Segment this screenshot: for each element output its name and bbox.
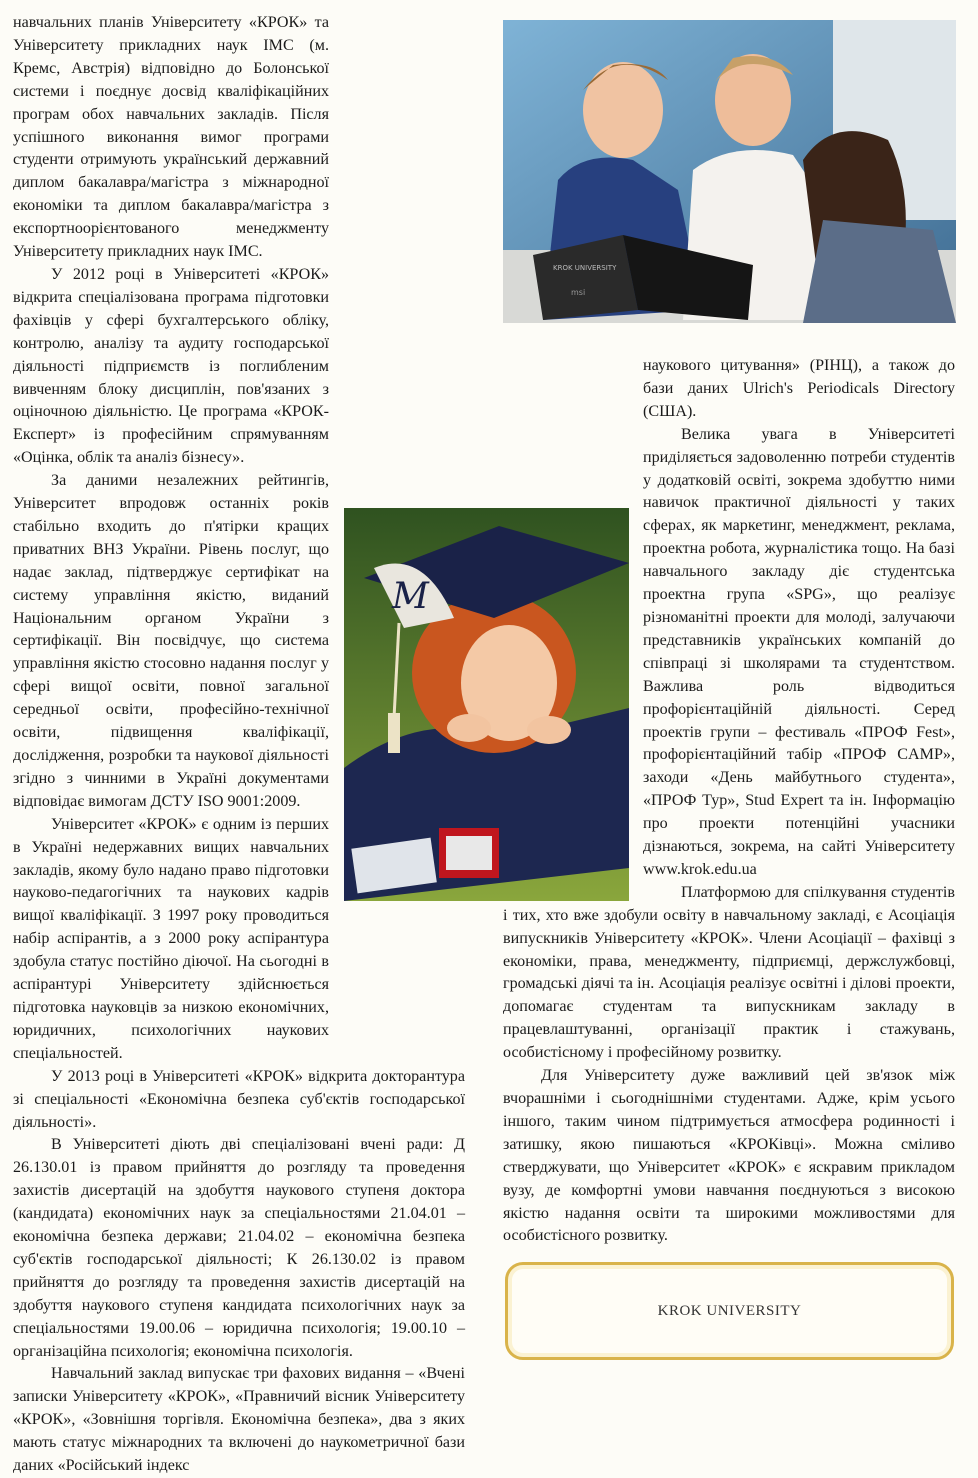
paragraph: Університет «КРОК» є одним із перших в Україні недержавних вищих навчальних закладів, якому було надано право підготовки науково-педагогічних та наукових кадрів вищої кваліфікації. З 1997 року проводиться набір аспірантів, а з 2000 року аспірантура здобула статус постійно діючої. На сьогодні в аспірантурі Університету здійснюється підготовка науковців за низкою економічних, юридичних, психологічних наукових спеціальностей. [13,815,329,1062]
students-laptop-photo [503,20,956,323]
photo-wrap-spacer [503,493,643,903]
paragraph: Для Університету дуже важливий цей зв'язок між вчорашніми і сьогоднішніми студентами. Адже, крім усього іншого, таким чином підтримується атмосфера родинності і затишку, якою пишаються «КРОКівці». Можна сміливо стверджувати, що Університет «КРОК» є яскравим прикладом вузу, де комфортні умови навчання поєднуються з високою якістю надання освіти та широкими можливостями для особистісного розвитку. [503,1067,955,1245]
left-text-column [13,12,465,1478]
laptop-model-text: msi [571,288,586,297]
paragraph: Велика увага в Університеті приділяється задоволенню потреби студентів у додатковій освіті, зокрема здобуттю ними навичок практичної діяльності у таких сферах, як маркетинг, менеджмент, реклама, проектна робота, журналістика тощо. На базі навчального закладу діє студентська проектна група «SPG», що реалізує різноманітні проекти для молоді, залучаючи представників українських компаній до співпраці зі школярами та студентством. Важлива роль відводиться профорієнтаційній діяльності. Серед проектів групи – фестиваль «ПРОФ Fest», профорієнтаційний табір «ПРОФ CAMP», заходи «День майбутнього студента», «ПРОФ Тур», Stud Expert та ін. Інформацію про проекти потенційні учасники дізнаються, зокрема, на сайті Університету www.krok.edu.ua [643,425,955,878]
photo-wrap-spacer [329,497,465,1057]
paragraph: наукового цитування» (РІНЦ), а також до бази даних Ulrich's Periodicals Directory (США). [643,357,955,420]
paragraph: Навчальний заклад випускає три фахових видання – «Вчені записки Університету «КРОК», «Правничий вісник Університету «КРОК», «Зовнішня торгівля. Економічна безпека», два з яких мають статус міжнародних та включені до наукометричної бази даних «Російський індекс [13,1365,465,1475]
paragraph: навчальних планів Університету «КРОК» та Університету прикладних наук IMC (м. Кремс, Австрія) відповідно до Болонської системи і поєднує досвід кваліфікаційних програм обох навчальних закладів. Після успішного виконання вимог програми студенти отримують український державний диплом бакалавра/магістра з міжнародної економіки та диплом бакалавра/магістра з експортноорієнтованого менеджменту Університету прикладних наук IMC. [13,14,329,261]
paragraph: Платформою для спілкування студентів і тих, хто вже здобули освіту в навчальному закладі, є Асоціація випускників Університету «КРОК». Члени Асоціації – фахівці з економіки, права, менеджменту, підприємці, держслужбовці, громадські діячі та ін. Асоціація реалізує освітні і ділові проекти, допомагає студентам та випускникам закладу в працевлаштуванні, організації практик і стажувань, особистісному і професійному розвитку. [503,883,955,1062]
laptop-brand-text: KROK UNIVERSITY [553,264,617,272]
paragraph: У 2012 році в Університеті «КРОК» відкрита спеціалізована програма підготовки фахівців у сфері бухгалтерського обліку, контролю, аналізу та аудиту господарської діяльності підприємств із поглибленим вивченням блоку дисциплін, пов'язаних з оціночною діяльністю. Це програма «КРОК-Експерт» із професійним спрямуванням «Оцінка, облік та аналіз бізнесу». [13,265,329,467]
logo-label: KROK UNIVERSITY [657,1303,802,1319]
paragraph: За даними незалежних рейтингів, Університет впродовж останніх років стабільно входить до п'ятірки кращих приватних ВНЗ України. Рівень послуг, що надає заклад, підтверджує сертифікат на систему управління якістю, виданий Національним органом України з сертифікації. Він посвідчує, що система управління якістю стосовно надання послуг у сфері вищої освіти, повної загальної середньої освіти, професійно-технічної освіти, підвищення кваліфікації, дослідження, розробки та наукової діяльності згідно з чинними в Україні документами відповідає вимогам ДСТУ ISO 9001:2009. [13,472,329,810]
university-logo-box [505,1262,954,1360]
paragraph: У 2013 році в Університеті «КРОК» відкрита докторантура зі спеціальності «Економічна безпека суб'єктів господарської діяльності». [13,1067,465,1131]
paragraph: В Університеті діють дві спеціалізовані вчені ради: Д 26.130.01 із правом прийняття до розгляду та проведення захистів дисертацій на здобуття наукового ступеня доктора (кандидата) економічних наук за спеціальностями 21.04.01 – економічна безпека держави; 21.04.02 – економічна безпека суб'єктів господарської діяльності; К 26.130.02 із правом прийняття до розгляду та проведення захистів дисертацій на здобуття наукового ступеня кандидата психологічних наук за спеціальностями 19.00.06 – юридична психологія; 19.00.10 – організаційна психологія; економічна психологія. [13,1136,465,1360]
right-text-column [503,355,955,1248]
students-laptop-illustration [503,20,956,323]
cap-monogram: M [392,576,429,617]
